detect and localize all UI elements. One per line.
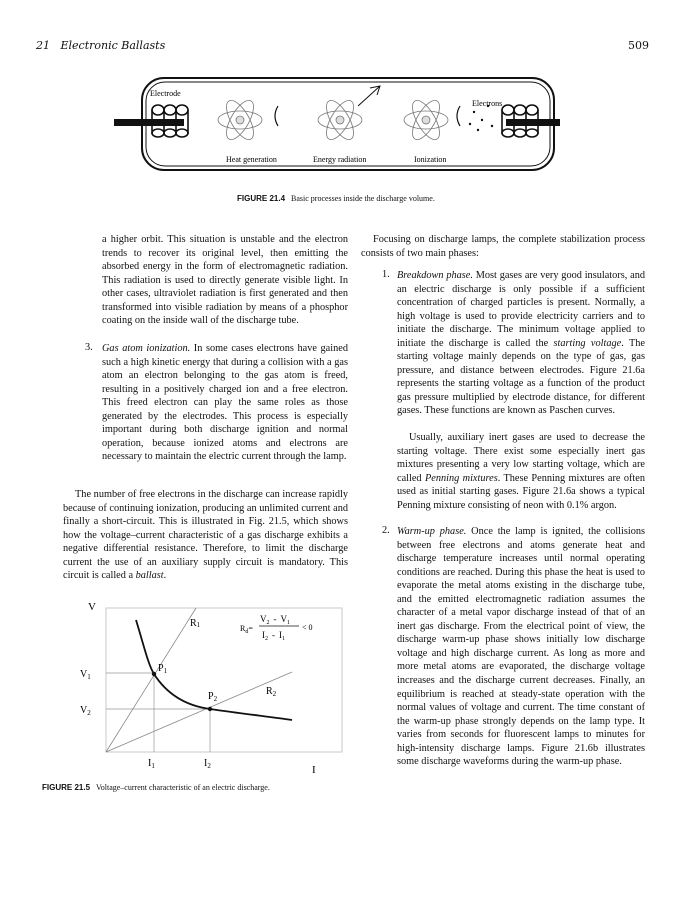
figure-21-4-caption-text: Basic processes inside the discharge volume. (291, 194, 435, 203)
right-item-1-text-b: . The starting voltage mainly depends on the type of gas, gas pressure, and distance between electrodes. Figure 21.6a represents the starting voltage as a function of the product gas pressure multiplied by electrode distance, for different gases. These functions are known as Paschen curves. (397, 337, 645, 417)
right-item-1-title: Breakdown phase. (397, 270, 473, 281)
label-i1: $I_1$ (148, 758, 155, 770)
left-item-3-title: Gas atom ionization. (102, 343, 191, 354)
right-item-1-p2-italic: Penning mixtures (424, 472, 498, 484)
svg-text:I2-I1: $I_2 - I_1$ (262, 630, 285, 642)
right-item-2-title: Warm-up phase. (397, 526, 467, 537)
label-i2: $I_2$ (204, 758, 211, 770)
right-item-1-text-a: Most gases are very good insulators, and an electric discharge is only possible if a sufficient concentration of charged particles is present. Normally, a high voltage is used to provide electricity carriers and to initiate the discharge. The minimum voltage applied to initiate the discharge is called the (397, 270, 645, 349)
left-item-3 (102, 342, 348, 464)
figure-21-4-caption-label: FIGURE 21.4 (237, 194, 286, 203)
point-p1 (152, 672, 156, 676)
svg-text:Rd=: $R_d=$ (240, 624, 253, 635)
figure-21-5-caption-label: FIGURE 21.5 (42, 783, 91, 792)
left-para-ballast (63, 488, 348, 583)
left-para-continuation: a higher orbit. This situation is unstable and the electron trends to recover its original level, then emitting the absorbed energy in the form of electromagnetic radiation. This radiation is used to directly generate visible light. In other cases, ultraviolet radiation is first generated and then transformed into visible radiation by means of a phosphor coating on the inside wall of the discharge tube. (102, 234, 348, 327)
running-header: 21 Electronic Ballasts (36, 39, 166, 52)
energy-radiation-label: Energy radiation (313, 155, 367, 164)
label-v2: $V_2$ (80, 705, 91, 717)
point-p2 (208, 707, 212, 711)
label-r1: R1 (190, 618, 201, 629)
load-line-r1 (106, 608, 196, 752)
electrode-label: Electrode (150, 89, 181, 98)
right-item-1-number: 1. (382, 269, 390, 280)
electrons-label: Electrons (472, 99, 503, 108)
right-item-1-p2-text-b: . These Penning mixtures are often used as initial starting gases. Figure 21.6a shows a typical Penning mixture consisting of neon with 0.1% argon. (397, 472, 646, 511)
figure-21-4-diagram (108, 76, 560, 178)
figure-21-5-caption-text: Voltage–current characteristic of an electric discharge. (96, 783, 270, 792)
figure-21-5-caption (42, 783, 270, 792)
right-intro: Focusing on discharge lamps, the complete stabilization process consists of two main phases: (361, 234, 645, 259)
right-item-1-italic: starting voltage (553, 337, 622, 349)
right-item-2-text: Once the lamp is ignited, the collisions between free electrons and atoms generate heat and discharge temperature increases until normal operating conditions are reached. During this phase the heat is used to evaporate the metal atoms existing in the discharge tube, and the emitted electromagnetic radiation assumes the character of a metal vapor discharge instead of that of an inert gas discharge. From the electrical point of view, the discharge warm-up phase shows initially low discharge voltage and high discharge current. As long as more and more metal atoms are evaporated, the discharge voltage increases and the discharge current decreases. Finally, an equilibrium is reached at steady-state operation with the normal values of voltage and current. The time constant of the warm-up phase strongly depends on the lamp type. It varies from seconds for fluorescent lamps to minutes for high-intensity discharge lamps. Figure 21.6b illustrates some discharge waveforms during the warm-up phase. (397, 526, 645, 768)
label-p2: $P_2$ (208, 691, 218, 703)
heat-generation-label: Heat generation (226, 155, 277, 164)
left-para-ballast-italic: ballast (135, 570, 164, 582)
figure-21-5-chart (76, 596, 352, 776)
axis-label-v: V (88, 601, 96, 613)
left-para-ballast-end: . (163, 570, 167, 582)
right-item-1-p2-text-a: Usually, auxiliary inert gases are used to decrease the starting voltage. There exist some especially inert gas mixtures presenting a very low starting voltage, which are called (397, 432, 645, 484)
rd-formula (240, 614, 313, 642)
svg-text:V2-V1: $V_2 - V_1$ (260, 614, 290, 626)
left-lead-wire (114, 119, 184, 126)
left-item-3-text: In some cases electrons have gained such a high kinetic energy that during a collision with a gas atom an electron belonging to the gas atom is freed, resulting in a positively charged ion and a free electron. This freed electron can play the same roles as those generated by the electrodes. This process is especially important during both discharge ignition and normal operation, because ionized atoms and electrons are necessary to maintain the electric current through the lamp. (102, 343, 348, 463)
page-number: 509 (628, 39, 649, 52)
label-r2: $R_2$ (266, 686, 277, 698)
svg-text:< 0: < 0 (302, 623, 313, 632)
label-p1: $P_1$ (158, 663, 168, 675)
axis-label-i: I (312, 764, 316, 776)
right-item-2-number: 2. (382, 525, 390, 536)
label-v1: $V_1$ (80, 669, 91, 681)
right-item-1 (397, 269, 645, 418)
right-item-2 (397, 525, 645, 769)
left-para-ballast-text: The number of free electrons in the discharge can increase rapidly because of continuing ionization, producing an unlimited current and finally a short-circuit. This is illustrated in Fig. 21.5, which shows how the voltage–current characteristic of a gas discharge exhibits a negative differential resistance. Therefore, to limit the discharge current the use of an auxiliary supply circuit is mandatory. This circuit is called a (63, 489, 348, 582)
figure-21-4-caption (237, 194, 435, 203)
left-item-3-number: 3. (85, 342, 93, 353)
guide-lines (106, 673, 210, 752)
ionization-label: Ionization (414, 155, 447, 164)
right-item-1-para-2 (397, 431, 645, 512)
load-line-r2 (106, 672, 292, 752)
